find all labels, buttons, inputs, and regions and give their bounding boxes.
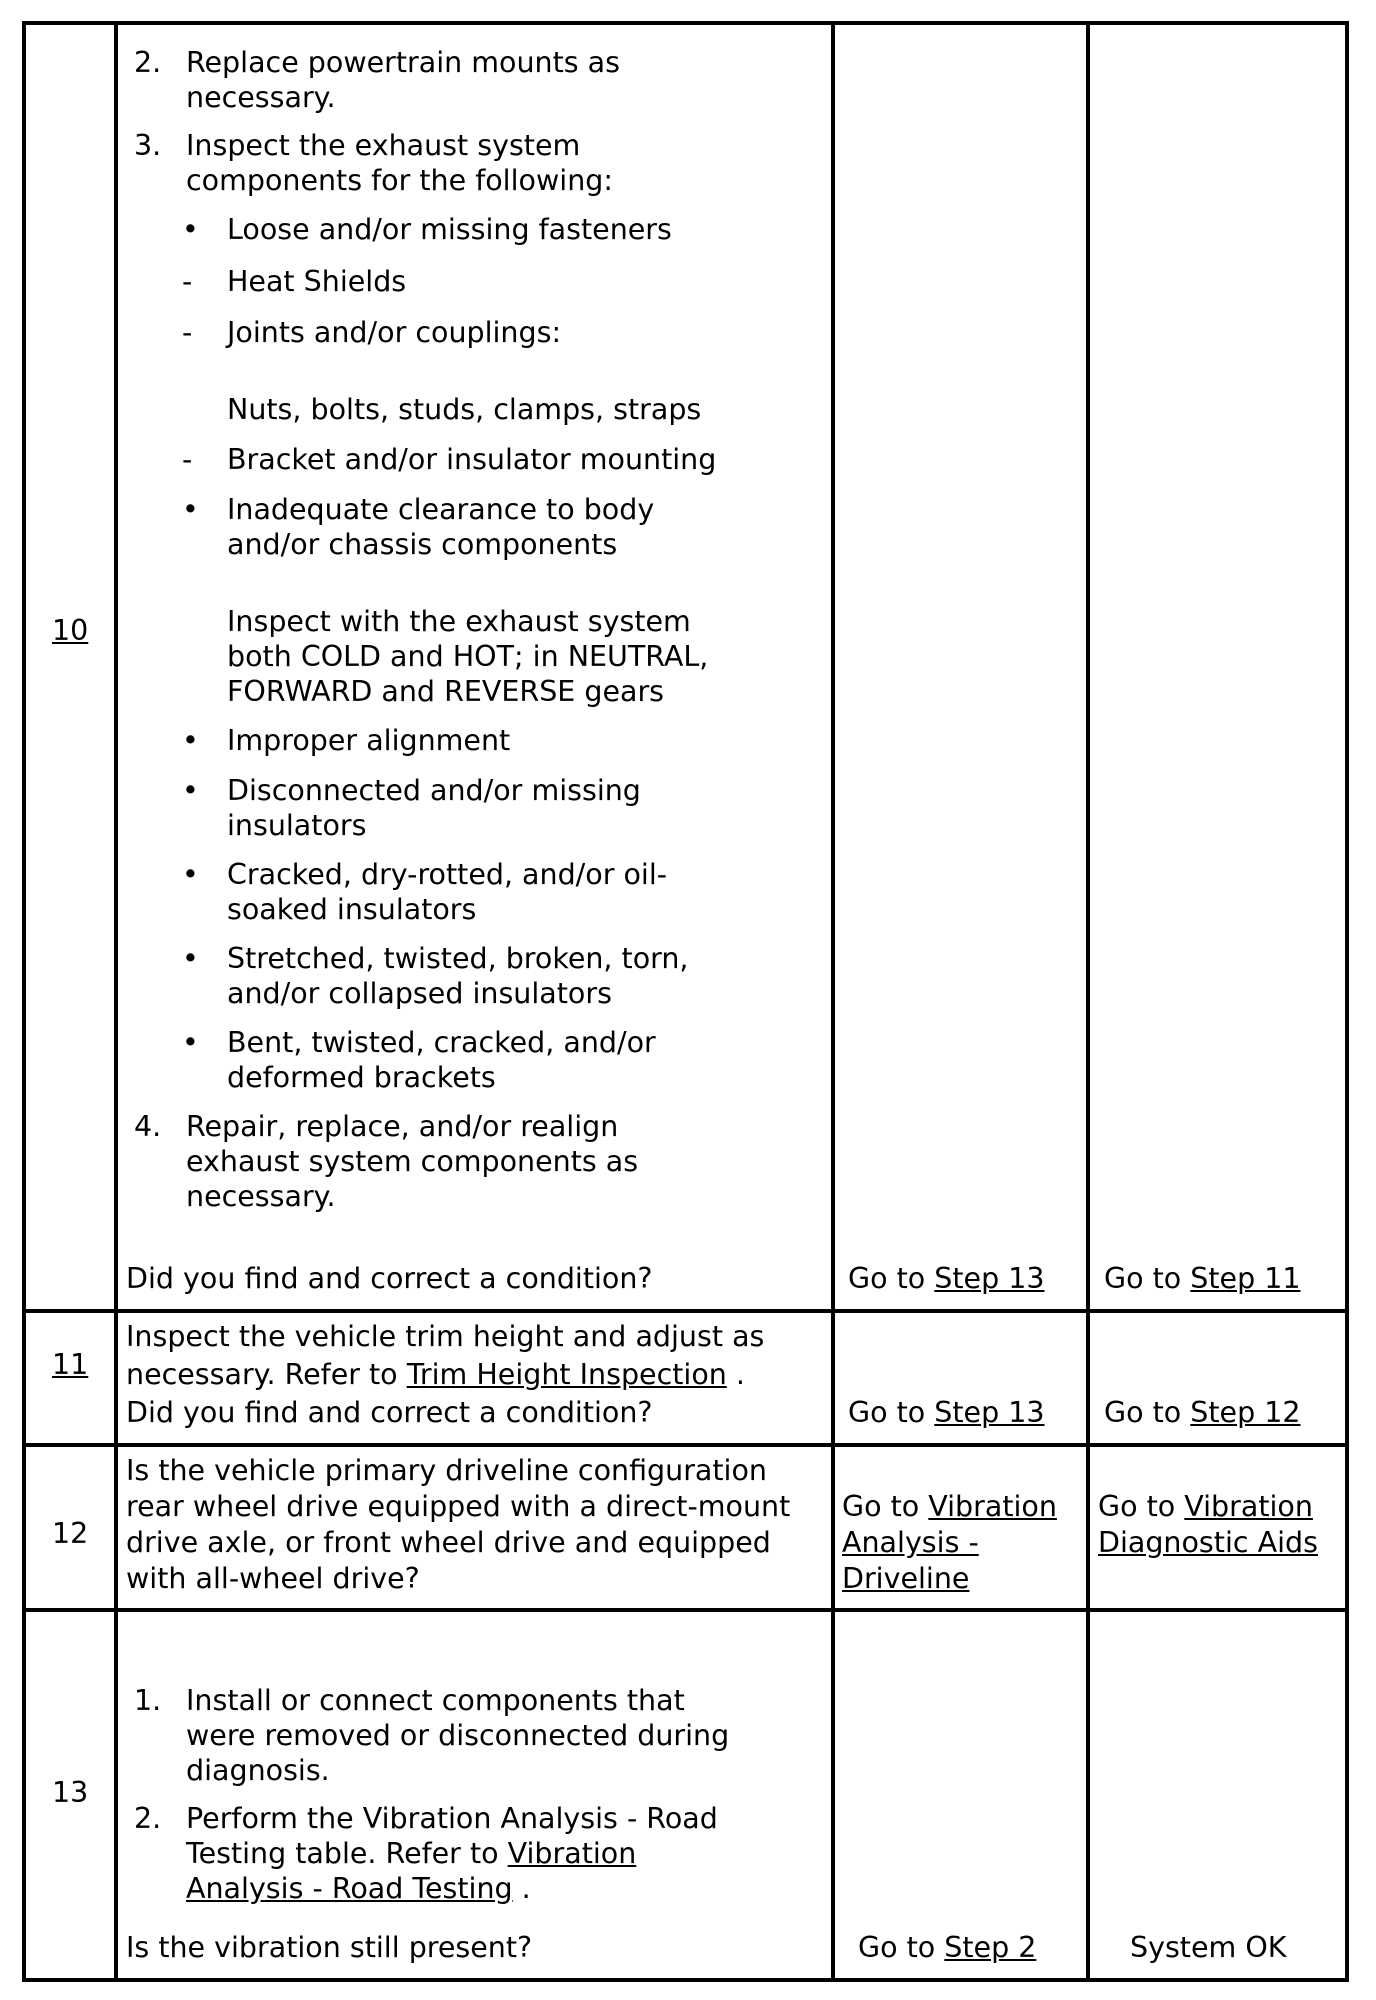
bullet: • [182, 724, 199, 757]
list-item-text: Joints and/or couplings: [227, 316, 562, 349]
list-item-text: Heat Shields [227, 265, 407, 298]
bullet: • [182, 774, 199, 807]
list-number: 1. [134, 1684, 162, 1717]
action-text: necessary. [186, 81, 336, 114]
list-item-text: Nuts, bolts, studs, clamps, straps [227, 393, 702, 426]
list-item-text: Inspect with the exhaust system [227, 605, 691, 638]
question-text: Is the vehicle primary driveline configuration [126, 1454, 767, 1487]
list-item-text: Stretched, twisted, broken, torn, [227, 942, 689, 975]
step-link[interactable]: Step 13 [934, 1396, 1045, 1429]
list-item-text: Improper alignment [227, 724, 511, 757]
bullet: • [182, 213, 199, 246]
action-text: components for the following: [186, 164, 613, 197]
action-suffix: . [726, 1358, 745, 1391]
table-border-bottom [22, 1978, 1349, 1982]
dash: - [182, 443, 193, 476]
question-text: with all-wheel drive? [126, 1562, 420, 1595]
row-divider-11-12 [22, 1443, 1349, 1447]
no-prefix: Go to [1104, 1396, 1191, 1429]
bullet: • [182, 858, 199, 891]
table-border-right [1345, 21, 1349, 1982]
question-text: Is the vibration still present? [126, 1931, 533, 1964]
yes-action [848, 1395, 1044, 1430]
vibration-analysis-driveline-link[interactable]: Analysis - [842, 1526, 979, 1559]
question-text: rear wheel drive equipped with a direct-mount [126, 1490, 791, 1523]
step-link[interactable]: Step 12 [1190, 1396, 1301, 1429]
bullet: • [182, 493, 199, 526]
list-item-text: Loose and/or missing fasteners [227, 213, 672, 246]
list-number: 4. [134, 1110, 162, 1143]
action-text [186, 1836, 636, 1871]
bullet: • [182, 942, 199, 975]
list-number: 2. [134, 1802, 162, 1835]
no-prefix: Go to [1104, 1262, 1191, 1295]
no-action [1104, 1261, 1300, 1296]
list-item-text: FORWARD and REVERSE gears [227, 675, 665, 708]
action-prefix: Testing table. Refer to [186, 1837, 508, 1870]
step-link[interactable]: Step 2 [944, 1931, 1037, 1964]
list-number: 3. [134, 129, 162, 162]
step-number-link[interactable]: 10 [52, 614, 89, 647]
action-text: Inspect the exhaust system [186, 129, 581, 162]
yes-prefix: Go to [848, 1262, 935, 1295]
question-text: drive axle, or front wheel drive and equipped [126, 1526, 771, 1559]
dash: - [182, 265, 193, 298]
list-item-text: and/or chassis components [227, 528, 618, 561]
col-divider-step [114, 21, 118, 1982]
list-item-text: Disconnected and/or missing [227, 774, 641, 807]
col-divider-yes [1086, 21, 1090, 1982]
action-text [126, 1357, 745, 1392]
yes-action [848, 1261, 1044, 1296]
vibration-analysis-road-testing-link[interactable]: Vibration [507, 1837, 637, 1870]
col-divider-action [831, 21, 835, 1982]
vibration-analysis-driveline-link[interactable]: Driveline [842, 1562, 970, 1595]
vibration-analysis-driveline-link[interactable]: Vibration [928, 1490, 1057, 1523]
yes-action [842, 1489, 1057, 1524]
yes-prefix: Go to [848, 1396, 935, 1429]
diagnostic-table [22, 21, 1349, 1982]
step-link[interactable]: Step 13 [934, 1262, 1045, 1295]
yes-prefix: Go to [842, 1490, 929, 1523]
table-border-top [22, 21, 1349, 25]
list-item-text: and/or collapsed insulators [227, 977, 612, 1010]
action-text: were removed or disconnected during [186, 1719, 730, 1752]
row-divider-12-13 [22, 1608, 1349, 1612]
dash: - [182, 316, 193, 349]
action-text: exhaust system components as [186, 1145, 639, 1178]
question-text: Did you find and correct a condition? [126, 1396, 653, 1429]
list-number: 2. [134, 46, 162, 79]
row-divider-10-11 [22, 1309, 1349, 1313]
bullet: • [182, 1026, 199, 1059]
list-item-text: soaked insulators [227, 893, 477, 926]
action-text: necessary. [186, 1180, 336, 1213]
list-item-text: Bracket and/or insulator mounting [227, 443, 717, 476]
vibration-analysis-road-testing-link[interactable]: Analysis - Road Testing [186, 1872, 513, 1905]
action-suffix: . [512, 1872, 531, 1905]
no-action [1104, 1395, 1300, 1430]
step-number: 13 [52, 1776, 89, 1809]
step-link[interactable]: Step 11 [1190, 1262, 1301, 1295]
list-item-text: Bent, twisted, cracked, and/or [227, 1026, 656, 1059]
action-text: Install or connect components that [186, 1684, 685, 1717]
action-text: Repair, replace, and/or realign [186, 1110, 619, 1143]
action-prefix: necessary. Refer to [126, 1358, 407, 1391]
action-text [186, 1871, 531, 1906]
action-text: Inspect the vehicle trim height and adjust as [126, 1320, 765, 1353]
yes-action [858, 1930, 1036, 1965]
vibration-diagnostic-aids-link[interactable]: Vibration [1184, 1490, 1313, 1523]
list-item-text: insulators [227, 809, 367, 842]
list-item-text: Inadequate clearance to body [227, 493, 655, 526]
action-text: Perform the Vibration Analysis - Road [186, 1802, 718, 1835]
list-item-text: both COLD and HOT; in NEUTRAL, [227, 640, 709, 673]
no-action [1098, 1489, 1313, 1524]
step-number-link[interactable]: 11 [52, 1348, 89, 1381]
no-prefix: Go to [1098, 1490, 1185, 1523]
list-item-text: deformed brackets [227, 1061, 496, 1094]
step-number: 12 [52, 1517, 89, 1550]
table-border-left [22, 21, 26, 1982]
action-text: Replace powertrain mounts as [186, 46, 620, 79]
action-text: diagnosis. [186, 1754, 330, 1787]
vibration-diagnostic-aids-link[interactable]: Diagnostic Aids [1098, 1526, 1318, 1559]
yes-prefix: Go to [858, 1931, 945, 1964]
trim-height-inspection-link[interactable]: Trim Height Inspection [406, 1358, 727, 1391]
question-text: Did you find and correct a condition? [126, 1262, 653, 1295]
list-item-text: Cracked, dry-rotted, and/or oil- [227, 858, 668, 891]
no-action: System OK [1130, 1931, 1287, 1964]
